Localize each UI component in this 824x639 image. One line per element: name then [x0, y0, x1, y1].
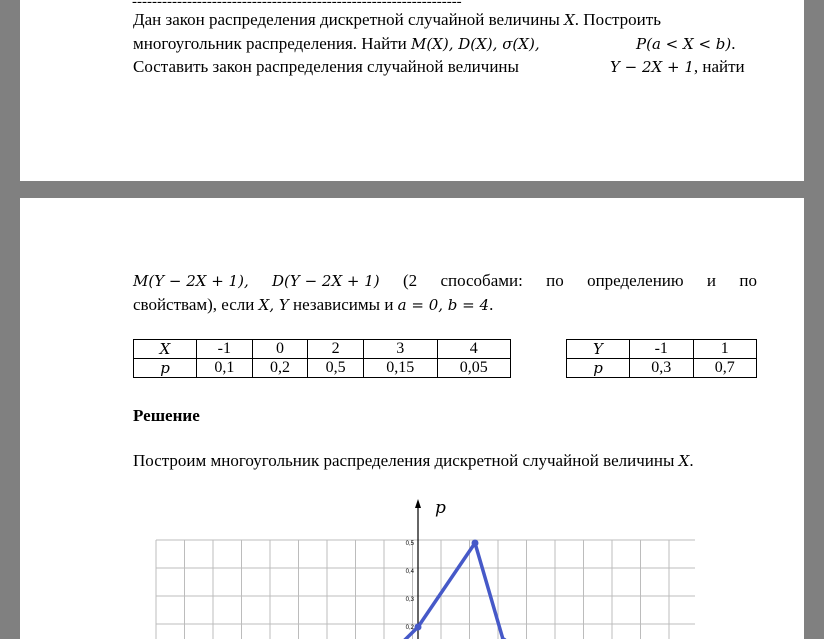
task-text: .	[489, 295, 494, 314]
table-cell: 0,3	[630, 359, 694, 378]
data-point	[472, 540, 479, 547]
task-text: Дан закон распределения дискретной случайной величины	[133, 10, 560, 29]
math-expression: D(Y − 2X + 1)	[272, 272, 380, 290]
task-line-3	[133, 56, 757, 78]
task-word: (2	[402, 271, 418, 290]
task-line-1	[133, 9, 757, 31]
chart-grid	[156, 540, 695, 639]
table-cell: 0,5	[308, 359, 364, 378]
table-row	[134, 340, 511, 359]
task-line-4	[133, 270, 757, 292]
table-cell: -1	[197, 340, 253, 359]
math-expression: a = 0, b = 4	[397, 296, 490, 314]
math-expression: M(Y − 2X + 1),	[133, 272, 249, 290]
chart-ylabel: p	[435, 498, 446, 518]
table-cell: 0,7	[693, 359, 757, 378]
table-header-cell: Y	[567, 340, 630, 359]
task-word: определению	[587, 271, 684, 290]
math-expression: X, Y	[258, 296, 289, 314]
solution-heading: Решение	[133, 406, 200, 425]
task-text: свойствам), если	[133, 295, 255, 314]
task-word: по	[546, 271, 564, 290]
math-var: X	[678, 452, 690, 470]
table-row	[134, 359, 511, 378]
task-line-5	[133, 294, 757, 316]
distribution-polygon-chart	[20, 488, 804, 639]
math-var: X	[564, 11, 575, 29]
table-cell: 0,15	[364, 359, 437, 378]
chart-tick-labels	[406, 541, 415, 631]
task-text: . Построить	[574, 10, 661, 29]
table-cell: 0,2	[252, 359, 308, 378]
distribution-table-y	[566, 339, 757, 378]
document-page-1	[20, 0, 804, 181]
task-text: .	[731, 34, 736, 53]
table-cell: -1	[630, 340, 694, 359]
task-text: , найти	[693, 57, 745, 76]
separator-dashes: ------------------------------------------------------------------	[132, 0, 462, 10]
task-text: Составить закон распределения случайной величины	[133, 57, 519, 76]
data-point	[415, 624, 422, 631]
table-cell: 2	[308, 340, 364, 359]
y-tick-label: 0,5	[405, 541, 414, 547]
y-axis-arrow-icon	[415, 499, 421, 508]
math-expression: M(X), D(X), σ(X),	[410, 35, 540, 53]
table-row	[567, 340, 757, 359]
table-cell: 0,05	[437, 359, 511, 378]
math-expression: P(a < X < b)	[636, 35, 732, 53]
solution-text: Построим многоугольник распределения дискретной случайной величины	[133, 451, 675, 470]
table-header-cell: X	[134, 340, 197, 359]
table-cell: 0,1	[197, 359, 253, 378]
task-line-2	[133, 33, 757, 55]
chart-axis	[415, 499, 421, 639]
table-cell: 4	[437, 340, 511, 359]
task-text: независимы и	[293, 295, 394, 314]
task-word: по	[739, 271, 757, 290]
table-row	[567, 359, 757, 378]
task-word: способами:	[440, 271, 523, 290]
task-word: и	[706, 271, 717, 290]
y-tick-label: 0,2	[405, 625, 414, 631]
task-text: многоугольник распределения. Найти	[133, 34, 407, 53]
table-header-cell: p	[134, 359, 197, 378]
y-tick-label: 0,4	[405, 569, 414, 575]
table-header-cell: p	[567, 359, 630, 378]
solution-text: .	[689, 451, 694, 470]
solution-paragraph	[133, 451, 694, 471]
y-tick-label: 0,3	[405, 597, 414, 603]
table-cell: 3	[364, 340, 437, 359]
table-cell: 0	[252, 340, 308, 359]
table-cell: 1	[693, 340, 757, 359]
distribution-table-x	[133, 339, 511, 378]
math-expression: Y − 2X + 1	[610, 58, 694, 76]
document-page-2	[20, 198, 804, 639]
